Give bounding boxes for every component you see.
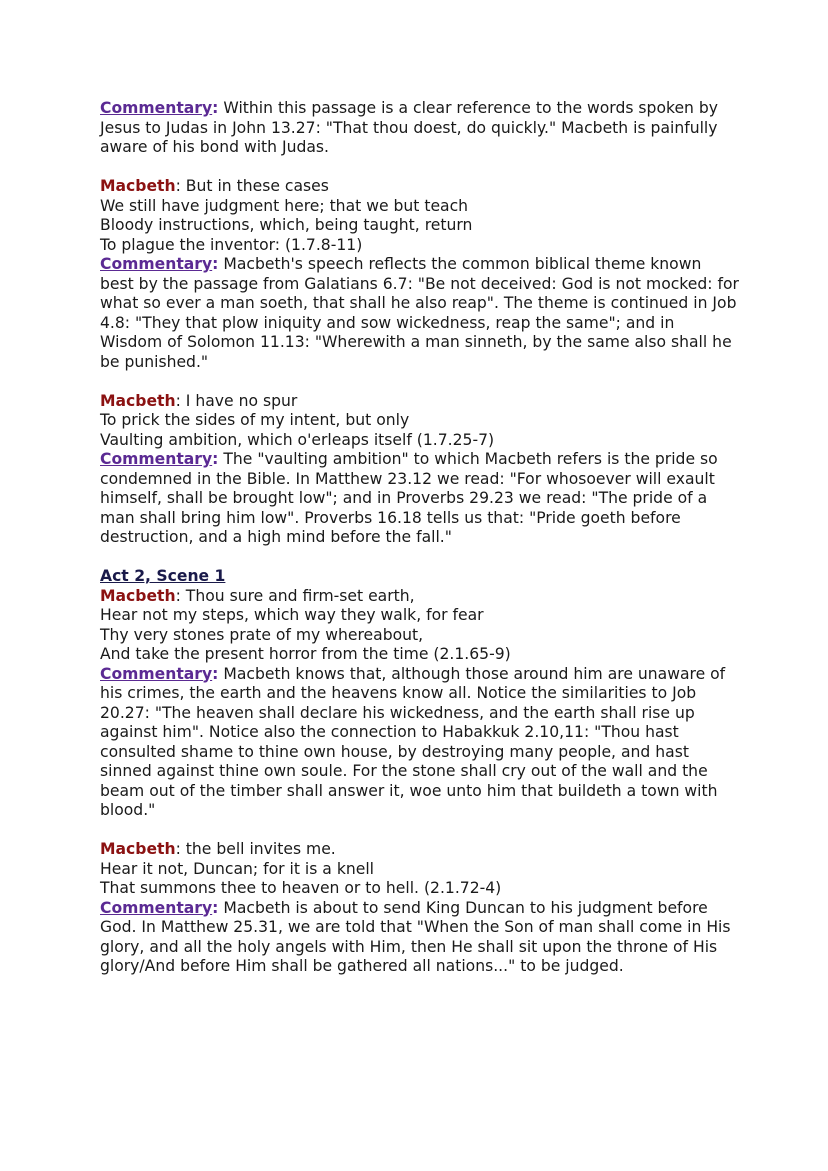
commentary-paragraph (100, 665, 740, 821)
commentary-link[interactable]: Commentary (100, 664, 213, 683)
speech-first-line: Macbeth: I have no spur (100, 391, 298, 410)
speech-text: Thou sure and firm-set earth, (185, 586, 415, 605)
speech-line: Hear not my steps, which way they walk, for fear (100, 606, 484, 624)
speech-line: Bloody instructions, which, being taught, return (100, 216, 473, 234)
speech-line: Thy very stones prate of my whereabout, (100, 625, 424, 644)
scene-heading: Act 2, Scene 1 (100, 567, 226, 585)
commentary-text: Macbeth is about to send King Duncan to his judgment before God. In Matthew 25.31, we are told that "When the Son of man shall come in His glory, and all the holy angels with Him, then He shall sit upon the throne of His glory/And before Him shall be gathered all nations..." to be judged. (100, 898, 731, 975)
commentary-text: Macbeth knows that, although those around him are unaware of his crimes, the earth and the heavens know all. Notice the similarities to Job 20.27: "The heaven shall declare his wickedness, and the earth shall rise up against him". Notice also the connection to Habakkuk 2.10,11: "Thou hast consulted shame to thine own house, by destroying many people, and hast sinned against thine own soule. For the stone shall cry out of the wall and the beam out of the timber shall answer it, woe unto him that buildeth a town with blood." (100, 664, 726, 819)
spacer (100, 158, 740, 178)
commentary-colon: : (212, 664, 219, 683)
speech-line: Vaulting ambition, which o'erleaps itself (1.7.25-7) (100, 430, 495, 449)
speech-line: We still have judgment here; that we but teach (100, 196, 469, 215)
speech-line: To plague the inventor: (1.7.8-11) (100, 235, 363, 254)
commentary-text: Macbeth's speech reflects the common biblical theme known best by the passage from Galatians 6.7: "Be not deceived: God is not mocked: for what so ever a man soeth, that shall he also reap". The theme is continued in Job 4.8: "They that plow iniquity and sow wickedness, reap the same"; and in Wisdom of Solomon 11.13: "Wherewith a man sinneth, by the same also shall he be punished." (100, 255, 739, 371)
spacer (100, 548, 740, 568)
commentary-text: The "vaulting ambition" to which Macbeth refers is the pride so condemned in the Bible. In Matthew 23.12 we read: "For whosoever will exault himself, shall be brought low"; and in Proverbs 29.23 we read: "The pride of a man shall bring him low". Proverbs 16.18 tells us that: "Pride goeth before destruction, and a high mind before the fall." (100, 450, 718, 546)
speaker-name: Macbeth (100, 586, 176, 605)
commentary-paragraph (100, 99, 740, 158)
commentary-colon: : (212, 450, 219, 468)
commentary-block (100, 99, 740, 158)
speech-first-line: Macbeth: the bell invites me. (100, 840, 336, 858)
commentary-link[interactable]: Commentary (100, 450, 213, 468)
commentary-text: Within this passage is a clear reference to the words spoken by Jesus to Judas in John 13.27: "That thou doest, do quickly." Macbeth is painfully aware of his bond with Judas. (100, 99, 719, 156)
speech-first-line: Macbeth: But in these cases (100, 177, 329, 195)
speech-text: But in these cases (185, 177, 329, 195)
speech-line: That summons thee to heaven or to hell. (2.1.72-4) (100, 879, 502, 897)
commentary-paragraph (100, 899, 740, 977)
commentary-link[interactable]: Commentary (100, 99, 213, 117)
commentary-colon: : (212, 255, 219, 273)
speech-line: To prick the sides of my intent, but only (100, 411, 410, 429)
quote-block (100, 177, 740, 372)
speech-text: the bell invites me. (185, 840, 336, 858)
commentary-paragraph (100, 255, 740, 372)
quote-block (100, 392, 740, 548)
commentary-colon: : (212, 898, 219, 917)
speech-line: Hear it not, Duncan; for it is a knell (100, 859, 374, 878)
speech-text: I have no spur (185, 391, 298, 410)
spacer (100, 372, 740, 392)
commentary-link[interactable]: Commentary (100, 898, 213, 917)
speaker-name: Macbeth (100, 840, 176, 858)
speaker-name: Macbeth (100, 177, 176, 195)
commentary-colon: : (212, 99, 219, 117)
commentary-paragraph (100, 450, 740, 548)
speaker-name: Macbeth (100, 391, 176, 410)
scene-block (100, 567, 740, 821)
document-page (100, 99, 740, 977)
speech-line: And take the present horror from the time (2.1.65-9) (100, 645, 511, 663)
quote-block (100, 840, 740, 977)
speech-first-line: Macbeth: Thou sure and firm-set earth, (100, 586, 415, 605)
spacer (100, 821, 740, 841)
commentary-link[interactable]: Commentary (100, 255, 213, 273)
